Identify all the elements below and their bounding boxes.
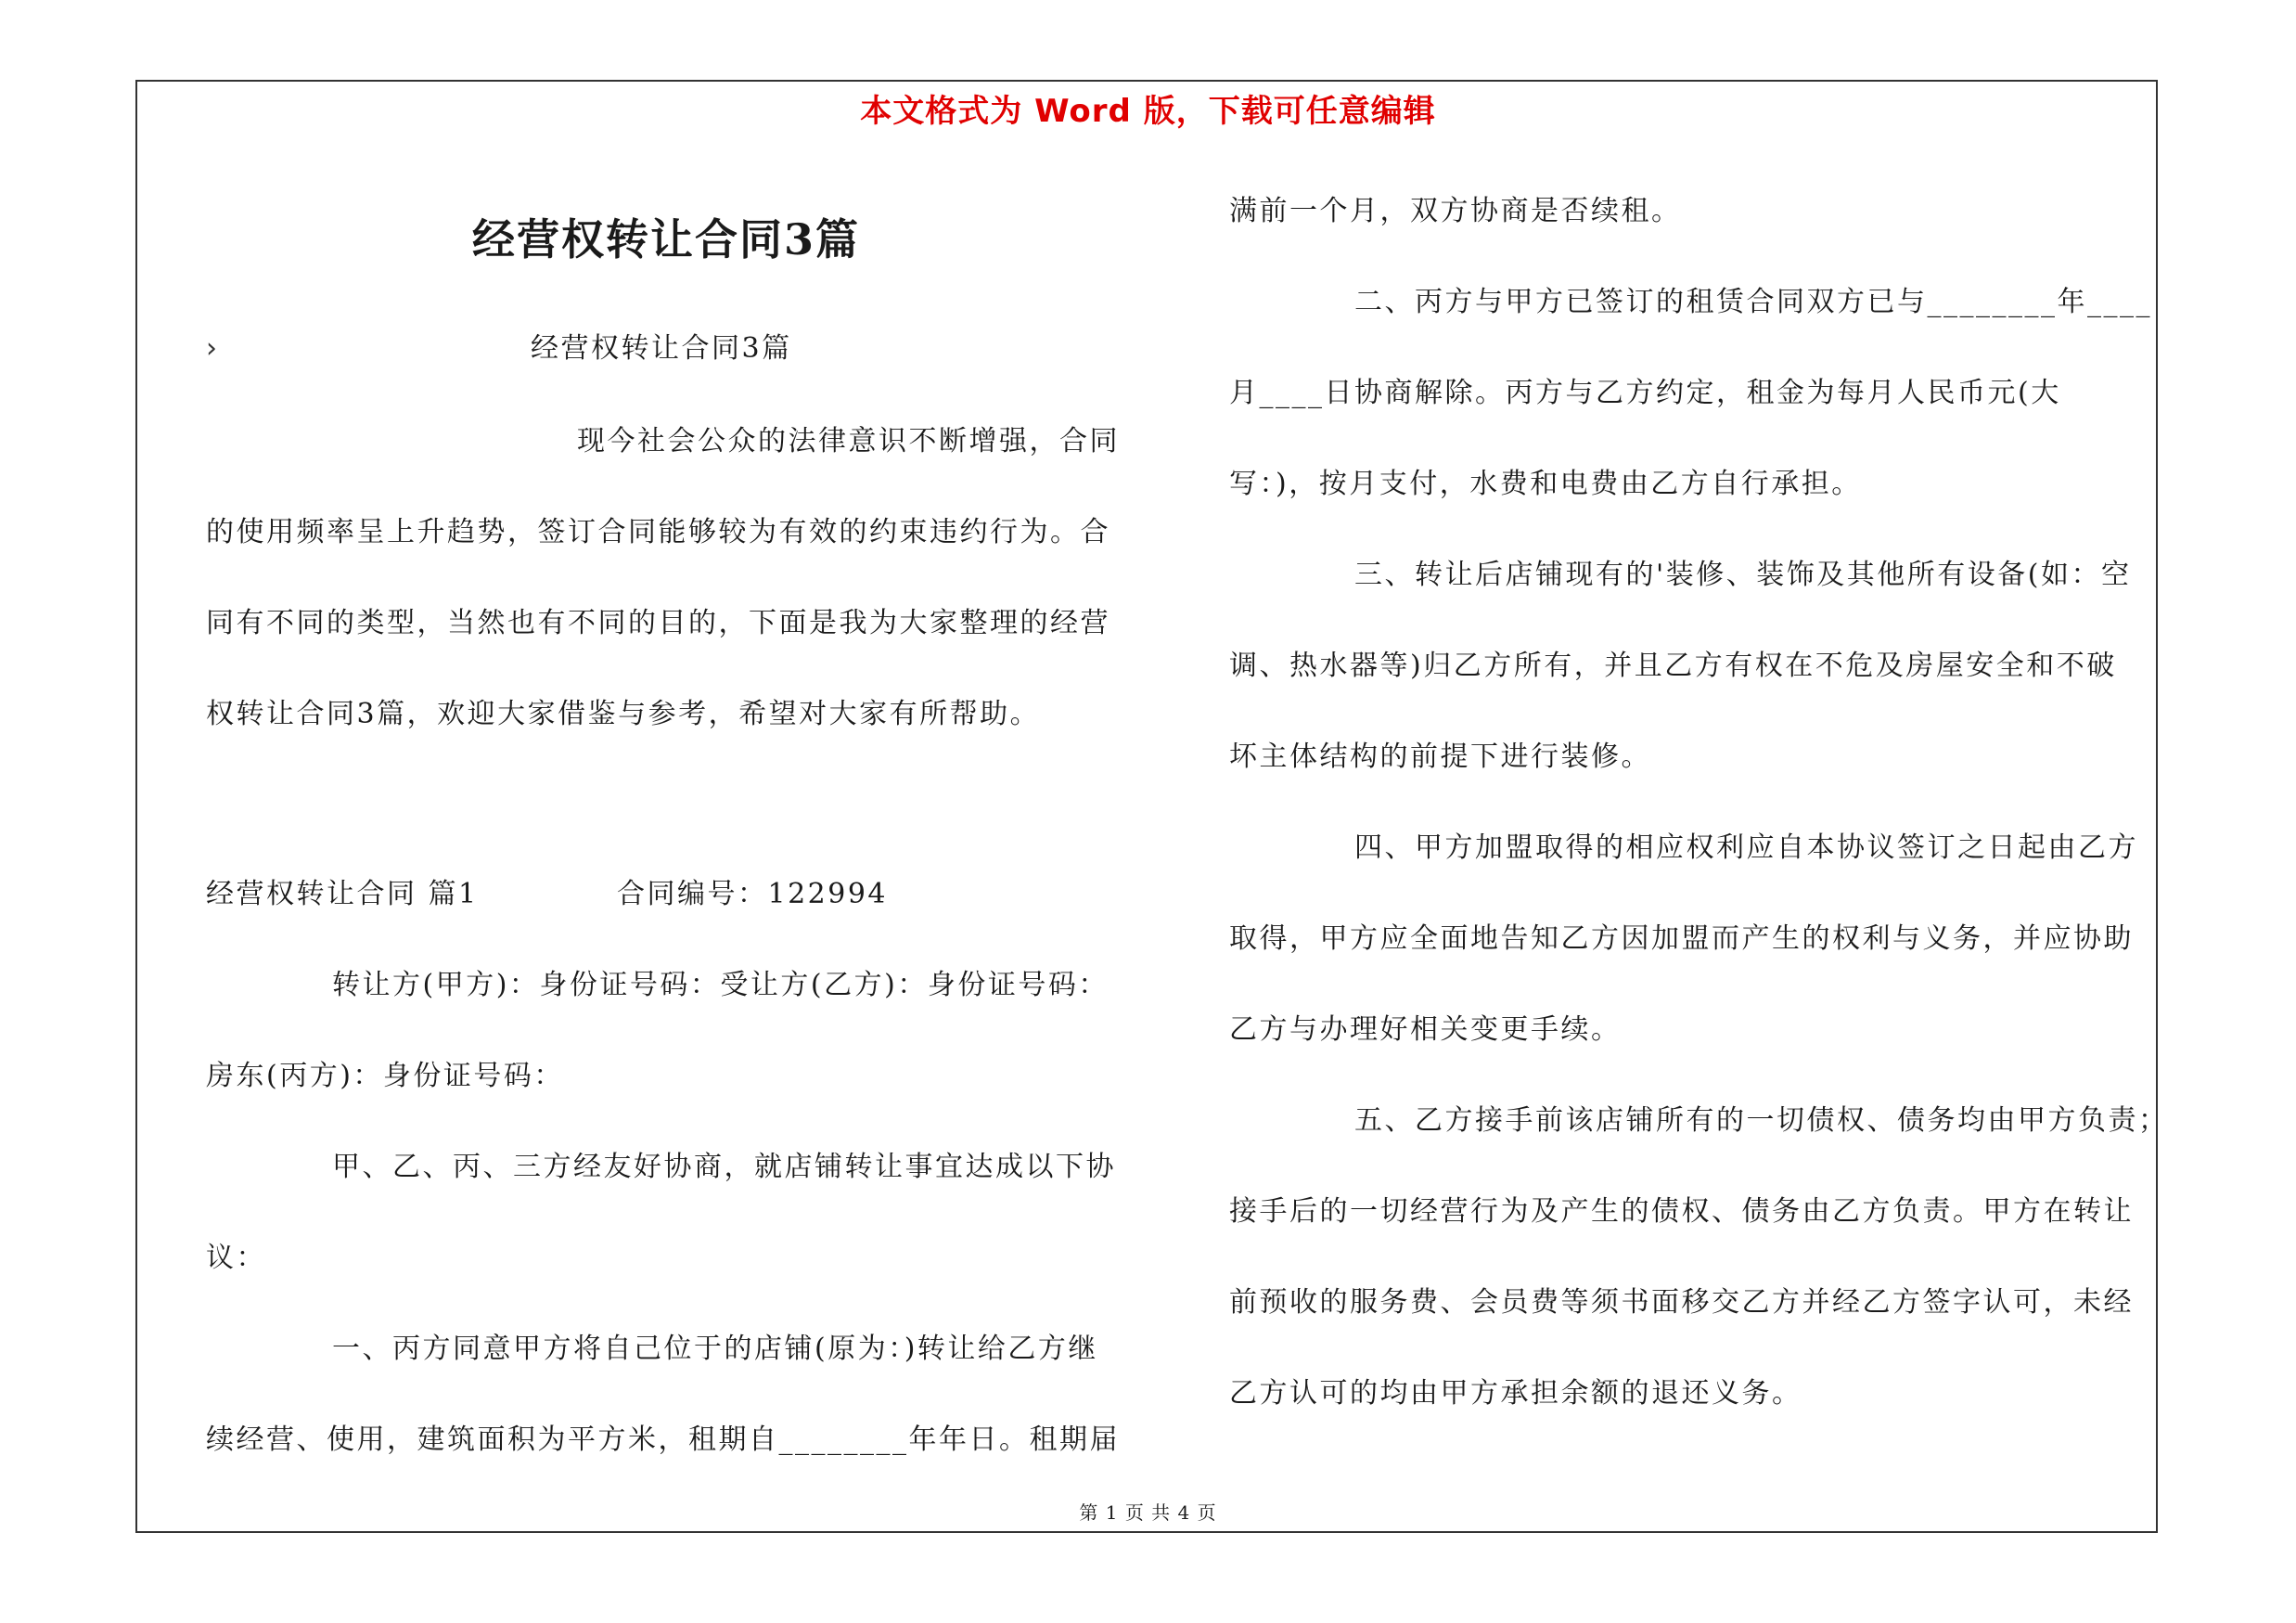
paragraph-line: 写：)，按月支付，水费和电费由乙方自行承担。 [1229, 468, 1862, 500]
paragraph-line: 取得，甲方应全面地告知乙方因加盟而产生的权利与义务，并应协助 [1229, 922, 2134, 955]
paragraph-line: 续经营、使用，建筑面积为平方米，租期自________年年日。租期届 [206, 1423, 1120, 1456]
paragraph-line: 一、丙方同意甲方将自己位于的店铺(原为：)转让给乙方继 [332, 1333, 1098, 1365]
paragraph-line: 转让方(甲方)：身份证号码：受让方(乙方)：身份证号码： [332, 969, 1109, 1001]
format-banner: 本文格式为 Word 版，下载可任意编辑 [860, 93, 1436, 130]
paragraph-line: 四、甲方加盟取得的相应权利应自本协议签订之日起由乙方 [1354, 831, 2138, 864]
paragraph-line: 房东(丙方)：身份证号码： [206, 1060, 564, 1092]
paragraph-line: 的使用频率呈上升趋势，签订合同能够较为有效的约束违约行为。合 [206, 516, 1110, 548]
paragraph-line: 前预收的服务费、会员费等须书面移交乙方并经乙方签字认可，未经 [1229, 1286, 2134, 1319]
paragraph-line: 甲、乙、丙、三方经友好协商，就店铺转让事宜达成以下协 [332, 1151, 1116, 1183]
paragraph-line: 调、热水器等)归乙方所有，并且乙方有权在不危及房屋安全和不破 [1229, 650, 2117, 682]
paragraph-line: 接手后的一切经营行为及产生的债权、债务由乙方负责。甲方在转让 [1229, 1195, 2134, 1228]
paragraph-line: 二、丙方与甲方已签订的租赁合同双方已与________年____ [1354, 286, 2152, 318]
paragraph-line: 同有不同的类型，当然也有不同的目的，下面是我为大家整理的经营 [206, 607, 1110, 639]
document-title: 经营权转让合同3篇 [471, 214, 860, 264]
paragraph-line: 月____日协商解除。丙方与乙方约定，租金为每月人民币元(大 [1229, 377, 2061, 409]
paragraph-line: 五、乙方接手前该店铺所有的一切债权、债务均由甲方负责； [1354, 1104, 2169, 1137]
section-heading: 经营权转让合同 篇1 [206, 878, 479, 910]
subtitle-line: 经营权转让合同3篇 [531, 332, 792, 365]
paragraph-line: 权转让合同3篇，欢迎大家借鉴与参考，希望对大家有所帮助。 [206, 698, 1041, 730]
paragraph-line: 三、转让后店铺现有的'装修、装饰及其他所有设备(如：空 [1354, 559, 2132, 591]
contract-number: 合同编号：122994 [617, 878, 889, 910]
paragraph-line: 乙方与办理好相关变更手续。 [1229, 1013, 1622, 1046]
chevron-right-icon: › [206, 332, 217, 365]
paragraph-line: 坏主体结构的前提下进行装修。 [1229, 741, 1651, 773]
paragraph-line: 现今社会公众的法律意识不断增强，合同 [577, 425, 1120, 457]
page-number-footer: 第 1 页 共 4 页 [1079, 1501, 1217, 1524]
paragraph-line: 乙方认可的均由甲方承担余额的退还义务。 [1229, 1377, 1802, 1410]
paragraph-line: 议： [206, 1242, 266, 1274]
paragraph-line: 满前一个月，双方协商是否续租。 [1229, 195, 1682, 227]
